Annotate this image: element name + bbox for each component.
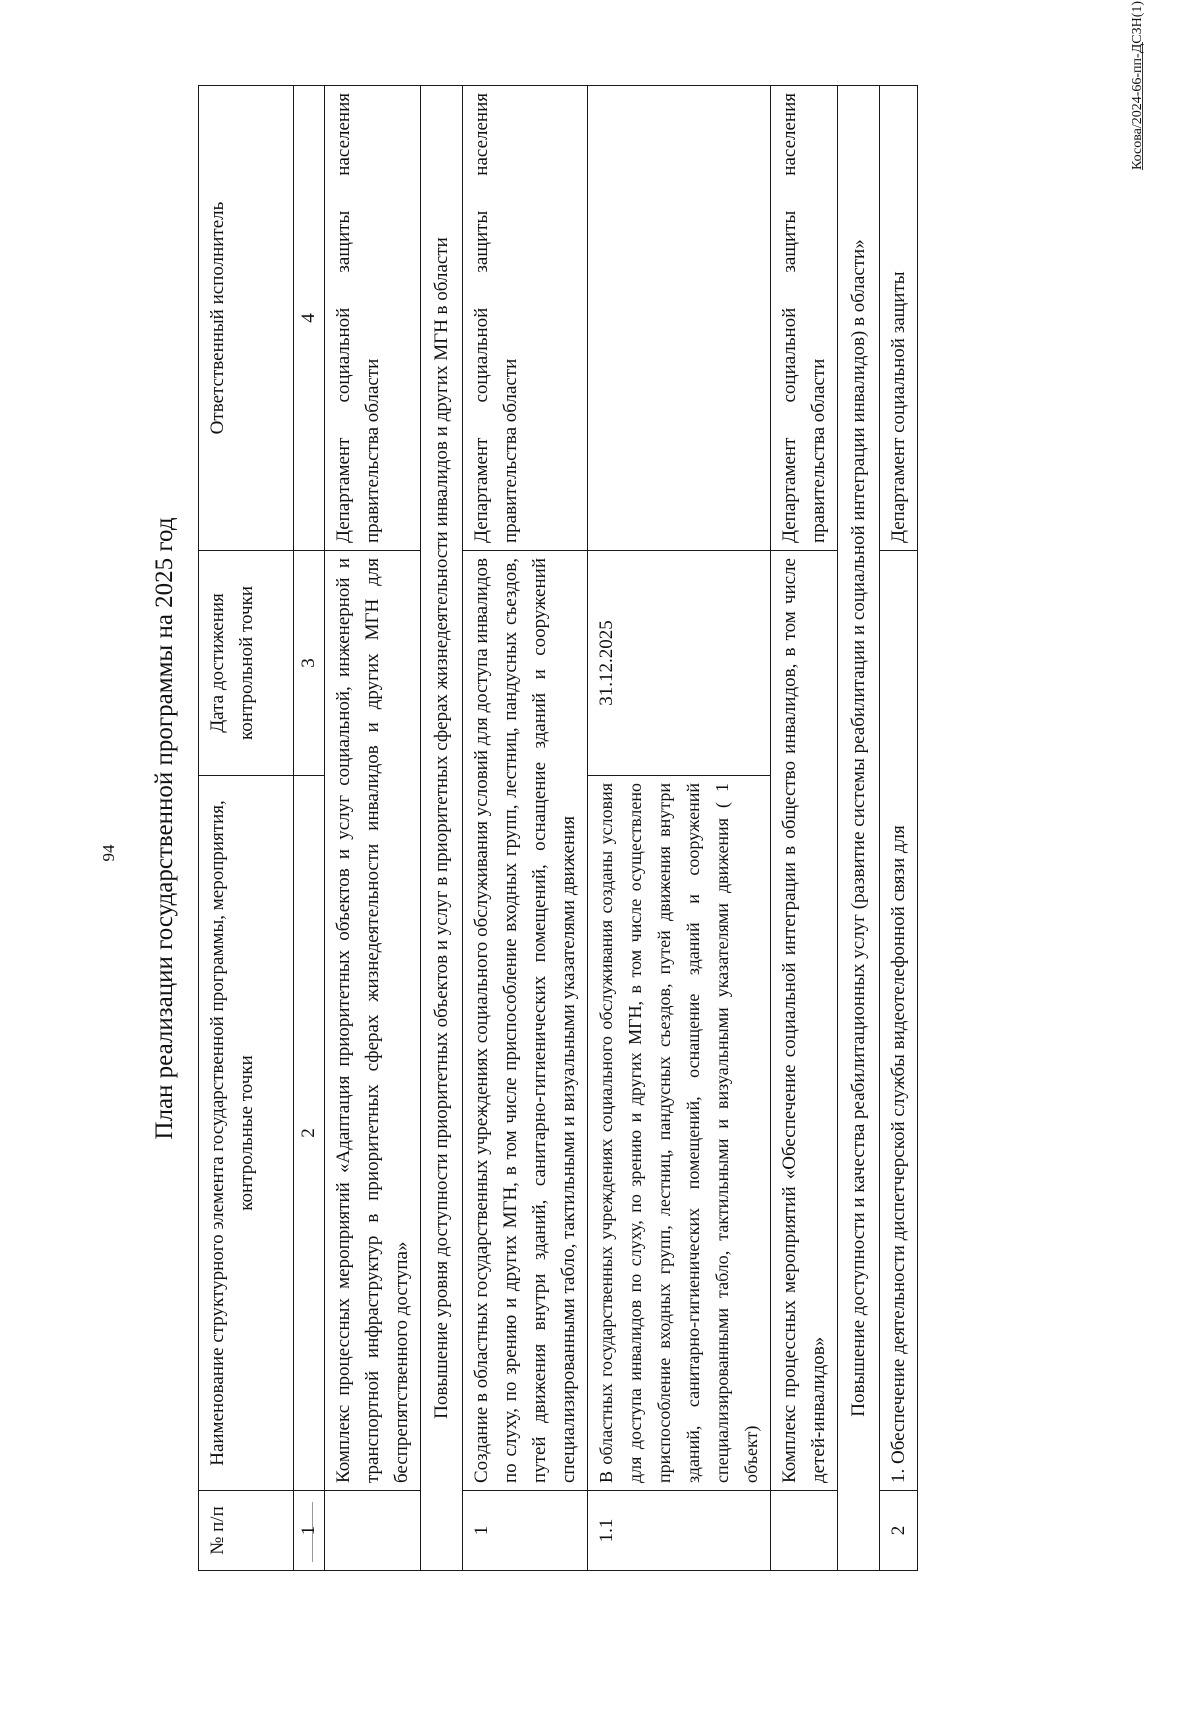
row-number (771, 1491, 838, 1571)
row-executor: Департамент социальной защиты населения правительства области (463, 86, 588, 551)
plan-table (198, 85, 918, 1571)
row-date: 31.12.2025 (588, 551, 771, 776)
row-executor (588, 86, 771, 551)
header-executor: Ответственный исполнитель (199, 86, 294, 551)
table-row (880, 86, 918, 1571)
rotated-page-content (150, 86, 918, 1571)
row-executor: Департамент социальной защиты (880, 86, 918, 551)
row-executor: Департамент социальной защиты населения правительства области (771, 86, 838, 551)
header-num: № п/п (199, 1491, 294, 1571)
row-text: Создание в областных государственных учреждениях социального обслуживания условий для доступа инвалидов по слуху, по зрению и других МГН, в том числе приспособление входных групп, лестниц, пандусных съездов, путей движения внутри зданий, санитарно-гигиенических помещений, оснащение зданий и сооружений специализированными табло, тактильными и визуальными указателями движения (463, 551, 588, 1491)
section-row (838, 86, 880, 1571)
section-heading: Повышение доступности и качества реабилитационных услуг (развитие системы реабилитации и социальной интеграции инвалидов) в области» (838, 86, 880, 1571)
column-number-row (294, 86, 325, 1571)
header-name: Наименование структурного элемента государственной программы, мероприятия, контрольные точки (199, 776, 294, 1491)
row-number (325, 1491, 421, 1571)
row-text: Комплекс процессных мероприятий «Обеспечение социальной интеграции в общество инвалидов, в том числе детей-инвалидов» (771, 551, 838, 1491)
table-row (771, 86, 838, 1571)
table-header-row (199, 86, 294, 1571)
row-text: Комплекс процессных мероприятий «Адаптация приоритетных объектов и услуг социальной, инженерной и транспортной инфраструктур в приоритетных сферах жизнедеятельности инвалидов и других МГН для беспрепятственного доступа» (325, 551, 421, 1491)
row-number: 2 (880, 1491, 918, 1571)
row-executor: Департамент социальной защиты населения правительства области (325, 86, 421, 551)
table-row (588, 86, 771, 1571)
column-number: 2 (294, 776, 325, 1491)
column-number: 3 (294, 551, 325, 776)
row-text: 1. Обеспечение деятельности диспетчерской службы видеотелефонной связи для (880, 551, 918, 1491)
row-text: В областных государственных учреждениях социального обслуживания созданы условия для доступа инвалидов по слуху, по зрению и других МГН, в том числе осуществлено приспособление входных групп, лестниц, пандусных съездов, путей движения внутри зданий, санитарно-гигиенических помещений, оснащение зданий и сооружений специализированными табло, тактильными и визуальными указателями движения ( 1 объект) (588, 776, 771, 1491)
section-row (421, 86, 463, 1571)
document-code: Косова/2024-66-пп-ДСЗН(1) (1130, 0, 1145, 170)
column-number: 4 (294, 86, 325, 551)
row-number: 1 (463, 1491, 588, 1571)
row-number: 1.1 (588, 1491, 771, 1571)
page-number: 94 (99, 844, 118, 862)
header-date: Дата достижения контрольной точки (199, 551, 294, 776)
table-row (463, 86, 588, 1571)
table-row (325, 86, 421, 1571)
section-heading: Повышение уровня доступности приоритетных объектов и услуг в приоритетных сферах жизнедеятельности инвалидов и других МГН в области (421, 86, 463, 1571)
column-number: 1 (294, 1491, 325, 1571)
page-title: План реализации государственной программы на 2025 год (151, 517, 178, 1140)
